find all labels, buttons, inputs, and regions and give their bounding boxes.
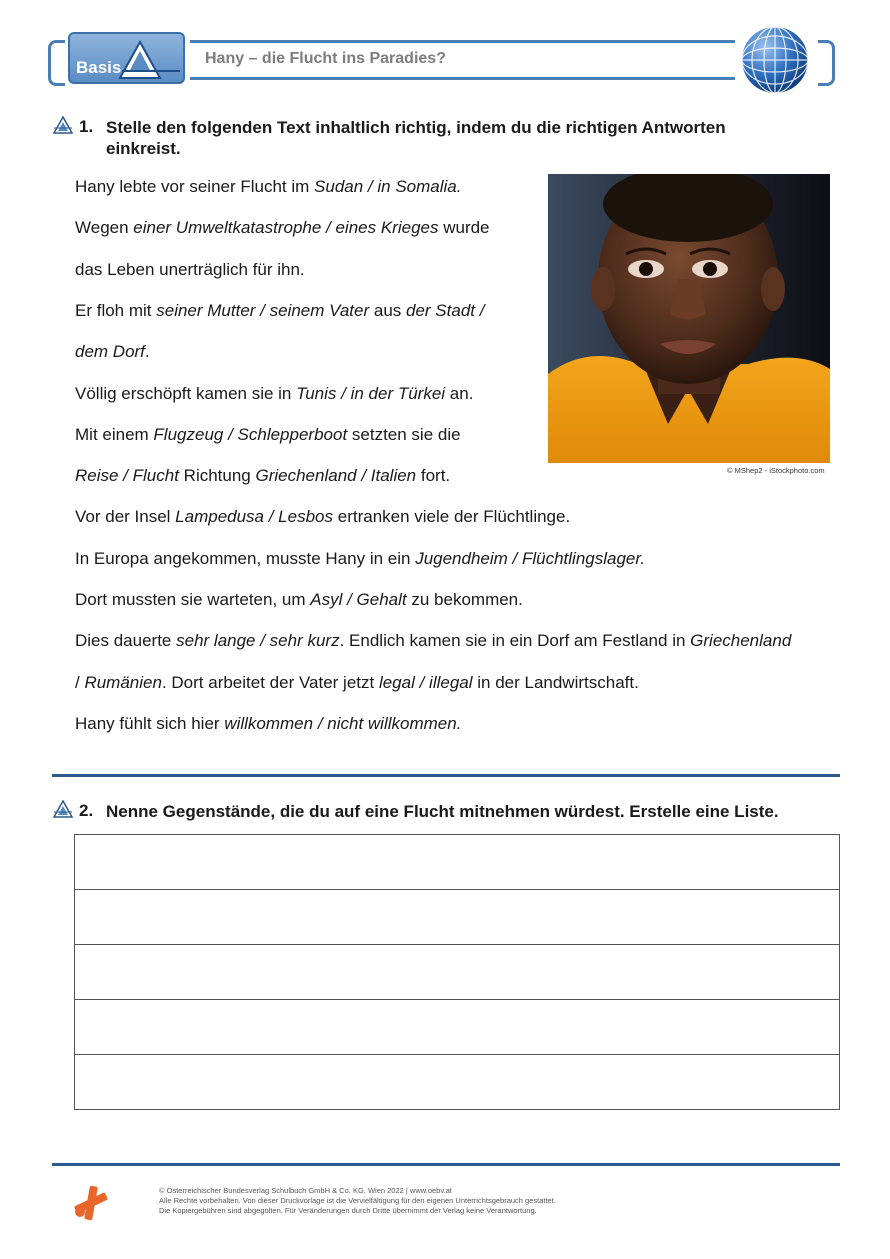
publisher-logo-icon bbox=[72, 1184, 110, 1222]
answer-options[interactable]: legal / illegal bbox=[378, 672, 473, 692]
answer-row bbox=[75, 1055, 840, 1110]
globe-icon bbox=[740, 26, 810, 94]
text-line bbox=[75, 466, 450, 486]
answer-cell[interactable] bbox=[75, 945, 840, 1000]
text-line bbox=[75, 384, 473, 404]
footer-divider bbox=[52, 1163, 840, 1166]
answer-options[interactable]: Rumänien bbox=[84, 672, 162, 692]
task-1-number: 1. bbox=[79, 117, 94, 136]
text-line bbox=[75, 714, 461, 734]
text-line bbox=[75, 301, 484, 321]
task-2-number: 2. bbox=[79, 801, 94, 820]
task-1-instruction-line-1: Stelle den folgenden Text inhaltlich richtig, indem du die richtigen Antworten bbox=[106, 118, 726, 137]
text-segment: Dort mussten sie warteten, um bbox=[75, 590, 311, 609]
task-2-instruction: Nenne Gegenstände, die du auf eine Flucht mitnehmen würdest. Erstelle eine Liste. bbox=[106, 802, 779, 821]
text-segment: aus bbox=[369, 300, 407, 320]
answer-options[interactable]: Griechenland bbox=[690, 631, 792, 651]
answer-options[interactable]: Flugzeug / Schlepperboot bbox=[153, 424, 348, 444]
answer-options[interactable]: einer Umweltkatastrophe / eines Krieges bbox=[133, 218, 439, 238]
answer-options[interactable]: der Stadt / bbox=[406, 300, 485, 320]
footer-line-3: Die Kopiergebühren sind abgegolten. Für Veränderungen durch Dritte übernimmt der Verlag keine Verantwortung. bbox=[159, 1206, 537, 1215]
header-rule-bottom bbox=[190, 77, 735, 80]
answer-row bbox=[75, 945, 840, 1000]
answer-cell[interactable] bbox=[75, 835, 840, 890]
answer-row bbox=[75, 890, 840, 945]
answer-options[interactable]: Tunis / in der Türkei bbox=[296, 383, 446, 403]
text-segment: / bbox=[75, 672, 85, 692]
text-segment: Wegen bbox=[75, 218, 134, 238]
answer-table bbox=[74, 834, 840, 1110]
text-line bbox=[75, 177, 461, 197]
text-line bbox=[75, 631, 791, 651]
text-segment: Dies dauerte bbox=[75, 631, 177, 651]
text-segment: Mit einem bbox=[75, 424, 154, 444]
text-segment: an. bbox=[445, 383, 474, 403]
text-segment: . Endlich kamen sie in ein Dorf am Festland in bbox=[339, 631, 691, 651]
answer-options[interactable]: seiner Mutter / seinem Vater bbox=[156, 300, 370, 320]
photo-credit: © MShep2 - iStockphoto.com bbox=[727, 466, 825, 475]
answer-options[interactable]: Lampedusa / Lesbos bbox=[175, 507, 334, 527]
text-line bbox=[75, 425, 461, 445]
text-line bbox=[75, 673, 639, 693]
answer-options[interactable]: dem Dorf bbox=[75, 342, 145, 362]
text-line bbox=[75, 342, 150, 362]
text-segment: wurde bbox=[438, 218, 490, 238]
level-triangle-icon bbox=[53, 800, 73, 818]
text-segment: Er floh mit bbox=[75, 300, 157, 320]
text-segment: ertranken viele der Flüchtlinge. bbox=[333, 507, 571, 527]
boy-photo bbox=[548, 174, 830, 463]
level-triangle-icon bbox=[53, 116, 73, 134]
text-segment: das Leben unerträglich für ihn. bbox=[75, 259, 305, 279]
answer-options[interactable]: Jugendheim / Flüchtlingslager. bbox=[415, 548, 646, 568]
text-segment: setzten sie die bbox=[347, 424, 461, 444]
answer-row bbox=[75, 835, 840, 890]
text-segment: Hany lebte vor seiner Flucht im bbox=[75, 177, 315, 196]
text-line bbox=[75, 218, 490, 238]
text-segment: Hany fühlt sich hier bbox=[75, 713, 225, 733]
text-line bbox=[75, 507, 570, 527]
task-1-instruction bbox=[106, 117, 726, 159]
answer-row bbox=[75, 1000, 840, 1055]
footer-line-1: © Österreichischer Bundesverlag Schulbuch GmbH & Co. KG, Wien 2022 | www.oebv.at bbox=[159, 1186, 452, 1195]
answer-options[interactable]: Asyl / Gehalt bbox=[310, 590, 407, 609]
section-divider bbox=[52, 774, 840, 777]
answer-cell[interactable] bbox=[75, 1000, 840, 1055]
answer-options[interactable]: Sudan / in Somalia. bbox=[314, 177, 462, 196]
text-segment: Völlig erschöpft kamen sie in bbox=[75, 383, 297, 403]
text-segment: . bbox=[144, 342, 150, 362]
answer-cell[interactable] bbox=[75, 890, 840, 945]
answer-options[interactable]: sehr lange / sehr kurz bbox=[176, 631, 340, 651]
header-bracket-right bbox=[818, 40, 835, 86]
text-segment: in der Landwirtschaft. bbox=[472, 672, 639, 692]
answer-cell[interactable] bbox=[75, 1055, 840, 1110]
text-line bbox=[75, 549, 645, 569]
level-label: Basis bbox=[76, 58, 122, 77]
task-1-instruction-line-2: einkreist. bbox=[106, 139, 181, 158]
text-segment: . Dort arbeitet der Vater jetzt bbox=[161, 672, 379, 692]
footer-line-2: Alle Rechte vorbehalten. Von dieser Druckvorlage ist die Vervielfältigung für den eigenen Unterrichtsgebrauch gestattet. bbox=[159, 1196, 556, 1205]
text-segment: In Europa angekommen, musste Hany in ein bbox=[75, 548, 416, 568]
text-line bbox=[75, 260, 305, 280]
header-rule-top bbox=[190, 40, 735, 43]
header-bracket-left bbox=[48, 40, 65, 86]
text-line bbox=[75, 590, 523, 610]
page-title: Hany – die Flucht ins Paradies? bbox=[205, 50, 446, 67]
answer-options[interactable]: Reise / Flucht bbox=[75, 466, 179, 486]
answer-options[interactable]: willkommen / nicht willkommen. bbox=[224, 713, 462, 733]
text-segment: Vor der Insel bbox=[75, 507, 176, 527]
answer-options[interactable]: Griechenland / Italien bbox=[255, 466, 417, 486]
footer-legal bbox=[159, 1186, 556, 1216]
text-segment: fort. bbox=[416, 466, 451, 486]
text-segment: Richtung bbox=[178, 466, 256, 486]
text-segment: zu bekommen. bbox=[406, 590, 523, 609]
